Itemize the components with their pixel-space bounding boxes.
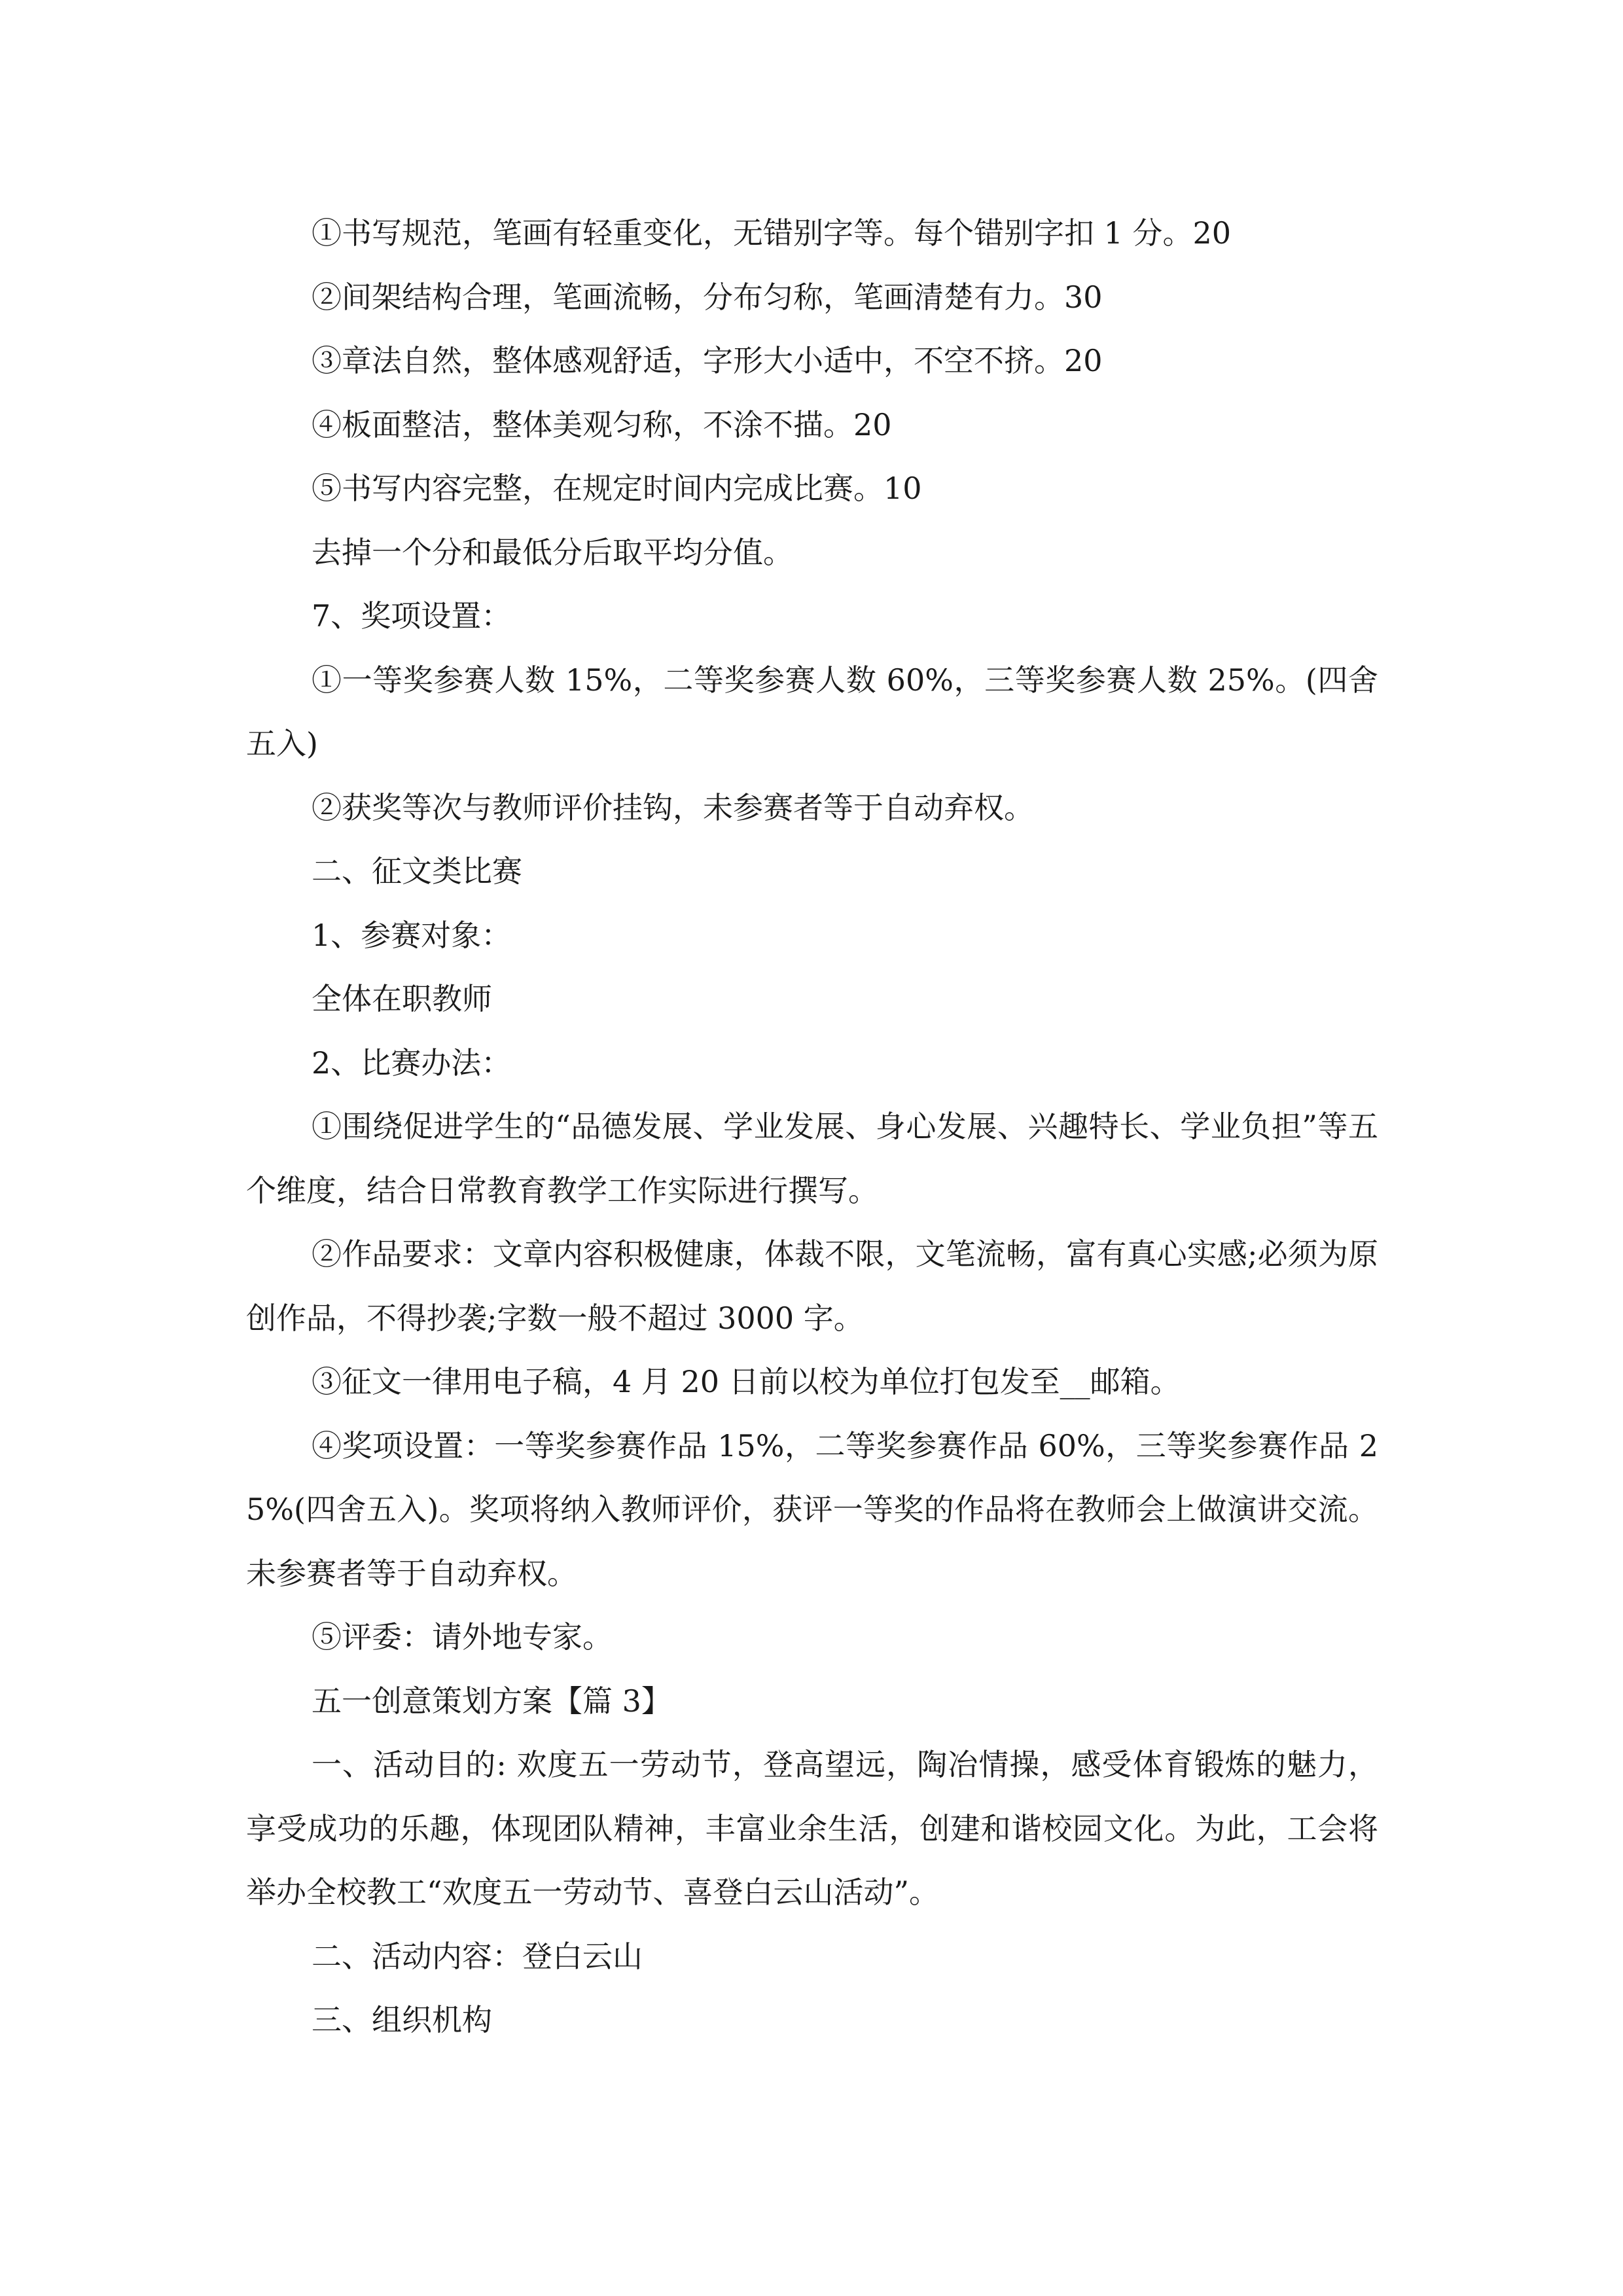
paragraph-scoring-rule: 去掉一个分和最低分后取平均分值。 xyxy=(312,534,793,570)
paragraph-criteria-2: ②间架结构合理，笔画流畅，分布匀称，笔画清楚有力。30 xyxy=(312,279,1103,315)
document-body xyxy=(246,202,1378,2053)
paragraph-participants: 全体在职教师 xyxy=(312,981,492,1016)
heading-contest-method: 2、比赛办法： xyxy=(312,1045,512,1081)
paragraph-essay-submission: ③征文一律用电子稿，4 月 20 日前以校为单位打包发至__邮箱。 xyxy=(312,1364,1181,1399)
heading-participants: 1、参赛对象： xyxy=(312,917,512,953)
paragraph-criteria-5: ⑤书写内容完整，在规定时间内完成比赛。10 xyxy=(312,471,922,506)
paragraph-essay-topic: ①围绕促进学生的“品德发展、学业发展、身心发展、兴趣特长、学业负担”等五个维度，结合日常教育教学工作实际进行撰写。 xyxy=(246,1109,1378,1208)
paragraph-judges: ⑤评委：请外地专家。 xyxy=(312,1619,613,1655)
paragraph-essay-awards: ④奖项设置：一等奖参赛作品 15%，二等奖参赛作品 60%，三等奖参赛作品 25%(四舍五入)。奖项将纳入教师评价，获评一等奖的作品将在教师会上做演讲交流。未参赛者等于自动弃权。 xyxy=(246,1427,1378,1591)
paragraph-criteria-4: ④板面整洁，整体美观匀称，不涂不描。20 xyxy=(312,406,892,442)
paragraph-criteria-1: ①书写规范，笔画有轻重变化，无错别字等。每个错别字扣 1 分。20 xyxy=(312,215,1232,251)
section-title-plan-3: 五一创意策划方案【篇 3】 xyxy=(312,1683,671,1719)
paragraph-activity-purpose: 一、活动目的: 欢度五一劳动节，登高望远，陶冶情操，感受体育锻炼的魅力，享受成功的乐趣，体现团队精神，丰富业余生活，创建和谐校园文化。为此，工会将举办全校教工“欢度五一劳动节、喜登白云山活动”。 xyxy=(246,1747,1378,1910)
heading-awards: 7、奖项设置： xyxy=(312,598,512,634)
paragraph-activity-content: 二、活动内容：登白云山 xyxy=(312,1938,643,1974)
heading-essay-contest: 二、征文类比赛 xyxy=(312,853,522,889)
paragraph-award-evaluation: ②获奖等次与教师评价挂钩，未参赛者等于自动弃权。 xyxy=(312,789,1034,825)
paragraph-criteria-3: ③章法自然，整体感观舒适，字形大小适中，不空不挤。20 xyxy=(312,343,1103,378)
paragraph-essay-requirements: ②作品要求：文章内容积极健康，体裁不限，文笔流畅，富有真心实感;必须为原创作品，不得抄袭;字数一般不超过 3000 字。 xyxy=(246,1236,1378,1336)
heading-organization: 三、组织机构 xyxy=(312,2002,492,2037)
paragraph-award-ratio: ①一等奖参赛人数 15%，二等奖参赛人数 60%，三等奖参赛人数 25%。(四舍五入) xyxy=(246,662,1378,761)
